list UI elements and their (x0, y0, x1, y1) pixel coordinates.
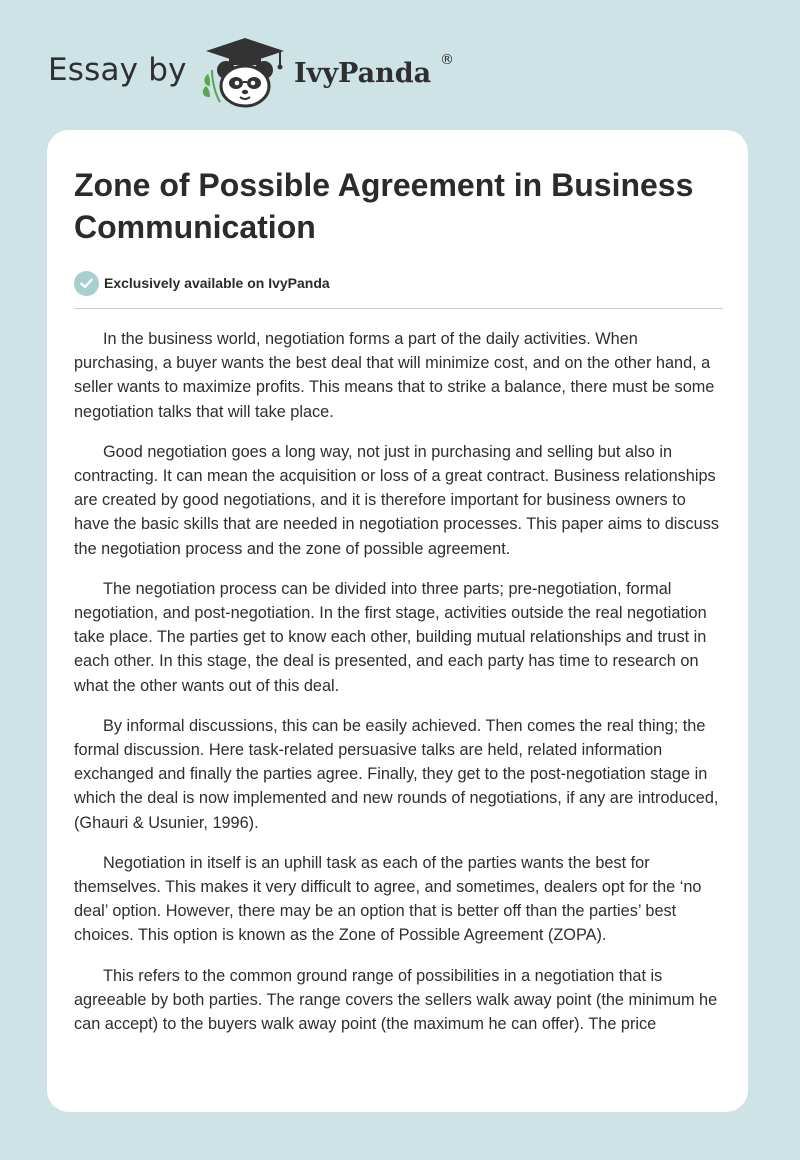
divider (74, 308, 723, 309)
brand-name[interactable]: IvyPanda (294, 58, 432, 89)
check-circle-icon (74, 271, 99, 296)
essay-body (74, 327, 722, 1036)
paragraph: This refers to the common ground range of possibilities in a negotiation that is agreeable by both parties. The range covers the sellers walk away point (the minimum he can accept) to the buyers walk away point (the maximum he can offer). The price (74, 966, 718, 1034)
essay-content (74, 164, 722, 1052)
exclusive-notice (74, 270, 722, 296)
paragraph: In the business world, negotiation forms a part of the daily activities. When purchasing, a buyer wants the best deal that will minimize cost, and on the other hand, a seller wants to maximize profits. This means that to strike a balance, there must be some negotiation talks that will take place. (74, 330, 715, 421)
paragraph: The negotiation process can be divided into three parts; pre-negotiation, formal negotiation, and post-negotiation. In the first stage, activities outside the real negotiation take place. The parties get to know each other, building mutual relationships and trust in each other. In this stage, the deal is presented, and each party has time to research on what the other wants out of this deal. (74, 579, 707, 695)
exclusive-label: Exclusively available on IvyPanda (104, 275, 330, 291)
panda-graduate-logo-icon[interactable] (200, 34, 290, 108)
essay-by-label: Essay by (48, 52, 187, 88)
registered-trademark-mark: ® (440, 52, 454, 68)
paragraph: By informal discussions, this can be easily achieved. Then comes the real thing; the formal discussion. Here task-related persuasive talks are held, related information exchanged and finally the parties agree. Finally, they get to the post-negotiation stage in which the deal is now implemented and new rounds of negotiations, if any are introduced, (Ghauri & Usunier, 1996). (74, 716, 719, 832)
paragraph: Good negotiation goes a long way, not just in purchasing and selling but also in contracting. It can mean the acquisition or loss of a great contract. Business relationships are created by good negotiations, and it is therefore important for business owners to have the basic skills that are needed in negotiation processes. This paper aims to discuss the negotiation process and the zone of possible agreement. (74, 442, 719, 558)
essay-card (47, 130, 748, 1112)
paragraph: Negotiation in itself is an uphill task as each of the parties wants the best for themselves. This makes it very difficult to agree, and sometimes, dealers opt for the ‘no deal’ option. However, there may be an option that is better off than the parties’ best choices. This option is known as the Zone of Possible Agreement (ZOPA). (74, 853, 702, 945)
site-header (0, 0, 800, 130)
essay-title: Zone of Possible Agreement in Business Communication (74, 167, 694, 245)
